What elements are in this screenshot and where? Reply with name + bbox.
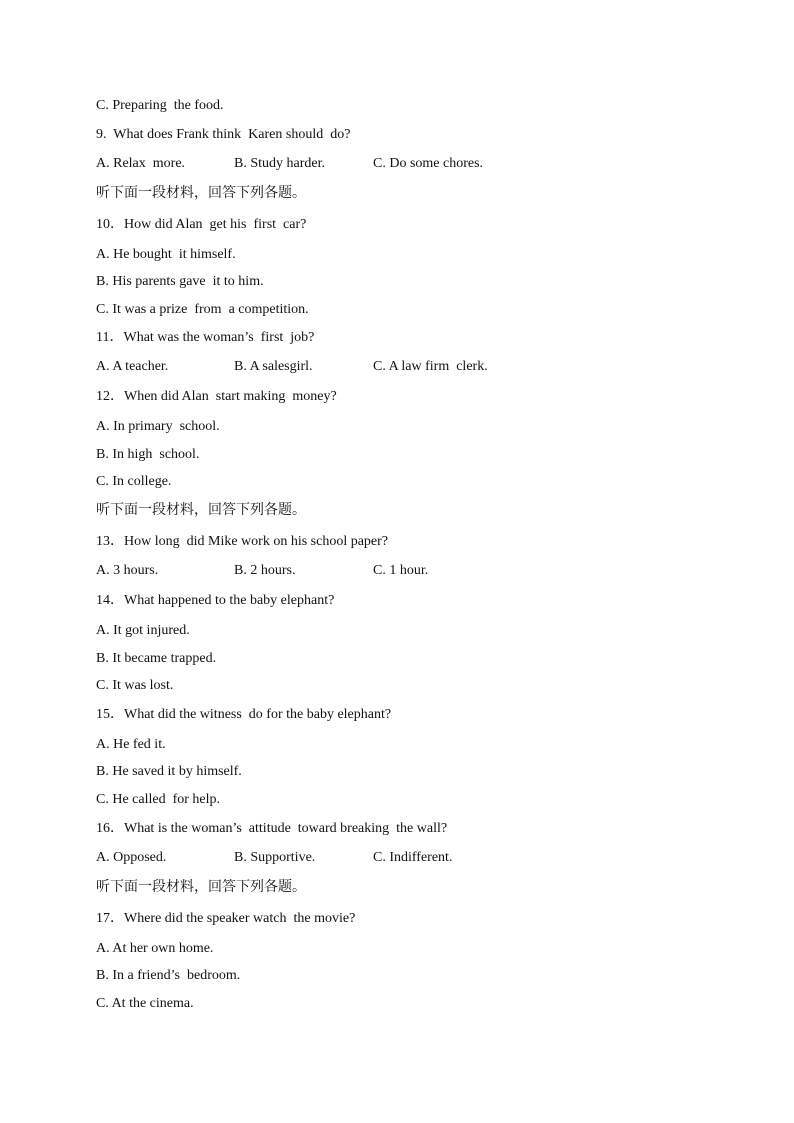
option-a: A. A teacher. (96, 359, 169, 374)
question-10: 10．How did Alan get his first car? (96, 217, 307, 232)
question-11: 11．What was the woman’s first job? (96, 330, 315, 345)
section-heading: 听下面一段材料，回答下列各题。 (96, 502, 306, 518)
option-a: A. In primary school. (96, 419, 220, 434)
option-a: A. At her own home. (96, 941, 214, 956)
option-c: C. He called for help. (96, 792, 221, 807)
option-b: B. Supportive. (234, 850, 316, 865)
option-c: C. Do some chores. (373, 156, 484, 171)
option-c: C. It was a prize from a competition. (96, 302, 309, 317)
option-c: C. It was lost. (96, 678, 174, 693)
option-c: C. Indifferent. (373, 850, 453, 865)
section-heading: 听下面一段材料，回答下列各题。 (96, 185, 306, 201)
question-14: 14．What happened to the baby elephant? (96, 593, 335, 608)
option-a: A. 3 hours. (96, 563, 159, 578)
question-13: 13．How long did Mike work on his school paper? (96, 534, 389, 549)
question-17: 17．Where did the speaker watch the movie? (96, 911, 356, 926)
option-b: B. In a friend’s bedroom. (96, 968, 241, 983)
option-c: C. A law firm clerk. (373, 359, 488, 374)
option-a: A. He fed it. (96, 737, 166, 752)
question-12: 12．When did Alan start making money? (96, 389, 337, 404)
option-b: B. 2 hours. (234, 563, 296, 578)
option-c: C. 1 hour. (373, 563, 429, 578)
option-c: C. In college. (96, 474, 172, 489)
question-16: 16．What is the woman’s attitude toward breaking the wall? (96, 821, 448, 836)
option-b: B. He saved it by himself. (96, 764, 242, 779)
section-heading: 听下面一段材料，回答下列各题。 (96, 879, 306, 895)
option-c: C. At the cinema. (96, 996, 194, 1011)
option-b: B. In high school. (96, 447, 200, 462)
option-a: A. He bought it himself. (96, 247, 236, 262)
option-b: B. His parents gave it to him. (96, 274, 264, 289)
option-text: C. Preparing the food. (96, 98, 224, 113)
option-b: B. A salesgirl. (234, 359, 313, 374)
question-9: 9. What does Frank think Karen should do? (96, 127, 351, 142)
option-a: A. It got injured. (96, 623, 190, 638)
option-b: B. Study harder. (234, 156, 325, 171)
option-a: A. Relax more. (96, 156, 186, 171)
option-b: B. It became trapped. (96, 651, 217, 666)
option-a: A. Opposed. (96, 850, 167, 865)
question-15: 15．What did the witness do for the baby elephant? (96, 707, 392, 722)
